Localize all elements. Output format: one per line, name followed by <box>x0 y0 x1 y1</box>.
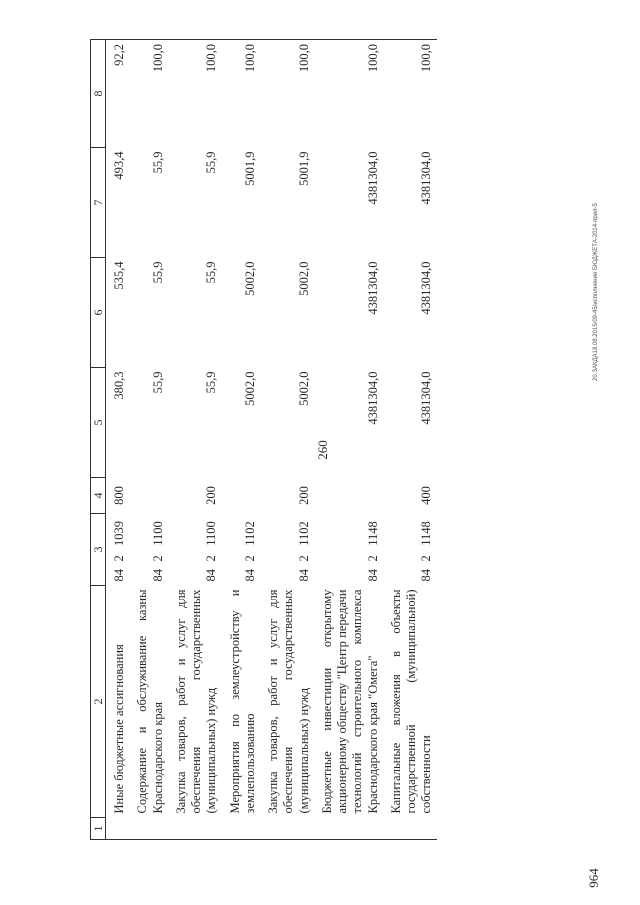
row-code-c: 1100 <box>204 521 219 546</box>
row-value-5: 55,9 <box>150 371 165 394</box>
row-name: Закупка товаров, работ и услуг для обеспечения государственных (муниципальных) нужд <box>173 589 219 814</box>
cell-empty <box>314 818 383 840</box>
row-value-5: 4381304,0 <box>365 371 380 425</box>
table-row <box>168 39 222 839</box>
cell-empty <box>260 818 314 840</box>
row-value-6: 55,9 <box>204 261 219 284</box>
row-value-6: 4381304,0 <box>419 261 434 315</box>
row-name: Капитальные вложения в объекты государственной (муниципальной) собственности <box>388 589 434 814</box>
header-col-1: 1 <box>91 818 106 840</box>
row-code-a: 84 <box>296 569 311 582</box>
header-col-6: 6 <box>91 257 106 367</box>
row-value-7: 5001,9 <box>296 151 311 186</box>
row-value-6: 5002,0 <box>296 261 311 296</box>
budget-table-rotated <box>90 40 528 840</box>
row-value-5: 55,9 <box>204 371 219 394</box>
row-code-vr: 200 <box>204 486 219 505</box>
table-row <box>129 39 168 839</box>
cell-empty <box>106 818 130 840</box>
header-col-2: 2 <box>91 586 106 818</box>
row-value-6: 55,9 <box>150 261 165 284</box>
row-code-b: 2 <box>296 555 311 562</box>
row-code-c: 1102 <box>296 521 311 546</box>
row-name: Иные бюджетные ассигнования <box>112 644 126 814</box>
page-number-bottom: 964 <box>586 868 601 888</box>
row-code-vr: 400 <box>419 486 434 505</box>
page-number-top: 260 <box>315 440 330 460</box>
header-col-5: 5 <box>91 367 106 477</box>
row-code-vr: 200 <box>296 486 311 505</box>
budget-table-container <box>90 40 640 832</box>
row-value-8: 100,0 <box>222 39 261 147</box>
row-code-vr: 800 <box>112 486 126 505</box>
row-code-a: 84 <box>419 569 434 582</box>
table-row <box>383 39 437 839</box>
row-code-b: 2 <box>112 555 126 562</box>
row-code-vr <box>129 477 168 513</box>
row-code-b: 2 <box>419 555 434 562</box>
row-value-6: 5002,0 <box>242 261 257 296</box>
row-name: Мероприятия по землеустройству и землепользованию <box>227 589 257 814</box>
row-name: Закупка товаров, работ и услуг для обеспечения государственных (муниципальных) нужд <box>266 589 311 814</box>
row-value-8: 100,0 <box>129 39 168 147</box>
row-code-a: 84 <box>204 569 219 582</box>
document-stamp: 20.ЗАКДА18.08.2015/09-45/исполнение БЮДЖЕТА-2014-прил-5 <box>593 203 599 381</box>
row-value-7: 55,9 <box>204 151 219 174</box>
row-value-5: 5002,0 <box>242 371 257 406</box>
row-value-8: 100,0 <box>168 39 222 147</box>
header-col-8: 8 <box>91 39 106 147</box>
row-value-7: 4381304,0 <box>419 151 434 205</box>
row-value-5: 380,3 <box>112 371 126 400</box>
table-row <box>314 39 383 839</box>
header-col-4: 4 <box>91 477 106 513</box>
row-code-c: 1039 <box>112 520 126 546</box>
row-value-7: 55,9 <box>150 151 165 174</box>
row-value-8: 100,0 <box>260 39 314 147</box>
row-value-8: 100,0 <box>383 39 437 147</box>
row-name: Бюджетные инвестиции открытому акционерному обществу "Центр передачи технологий строительного комплекса Краснодарского края "Омега" <box>319 589 380 814</box>
row-code-b: 2 <box>204 555 219 562</box>
table-header-row <box>91 39 106 839</box>
table-row <box>222 39 261 839</box>
row-code-vr <box>314 477 383 513</box>
row-code-a: 84 <box>150 569 165 582</box>
row-code-c: 1148 <box>365 521 380 546</box>
row-value-6: 535,4 <box>112 261 126 290</box>
budget-table <box>90 39 437 840</box>
cell-empty <box>383 818 437 840</box>
row-code-b: 2 <box>242 555 257 562</box>
header-col-7: 7 <box>91 147 106 257</box>
row-value-7: 493,4 <box>112 151 126 180</box>
row-code-b: 2 <box>150 555 165 562</box>
row-name: Содержание и обслуживание казны Краснодарского края <box>135 589 165 814</box>
row-value-6: 4381304,0 <box>365 261 380 315</box>
row-code-c: 1100 <box>150 521 165 546</box>
row-code-a: 84 <box>365 569 380 582</box>
row-value-5: 5002,0 <box>296 371 311 406</box>
header-col-3: 3 <box>91 513 106 585</box>
row-code-vr <box>222 477 261 513</box>
cell-empty <box>222 818 261 840</box>
row-code-b: 2 <box>365 555 380 562</box>
row-code-c: 1148 <box>419 521 434 546</box>
row-code-a: 84 <box>112 569 126 582</box>
row-value-7: 4381304,0 <box>365 151 380 205</box>
row-value-5: 4381304,0 <box>419 371 434 425</box>
row-value-8: 100,0 <box>314 39 383 147</box>
row-value-8: 92,2 <box>106 39 130 147</box>
cell-empty <box>129 818 168 840</box>
row-code-c: 1102 <box>242 521 257 546</box>
row-value-7: 5001,9 <box>242 151 257 186</box>
row-code-a: 84 <box>242 569 257 582</box>
table-row <box>106 39 130 839</box>
table-row <box>260 39 314 839</box>
cell-empty <box>168 818 222 840</box>
